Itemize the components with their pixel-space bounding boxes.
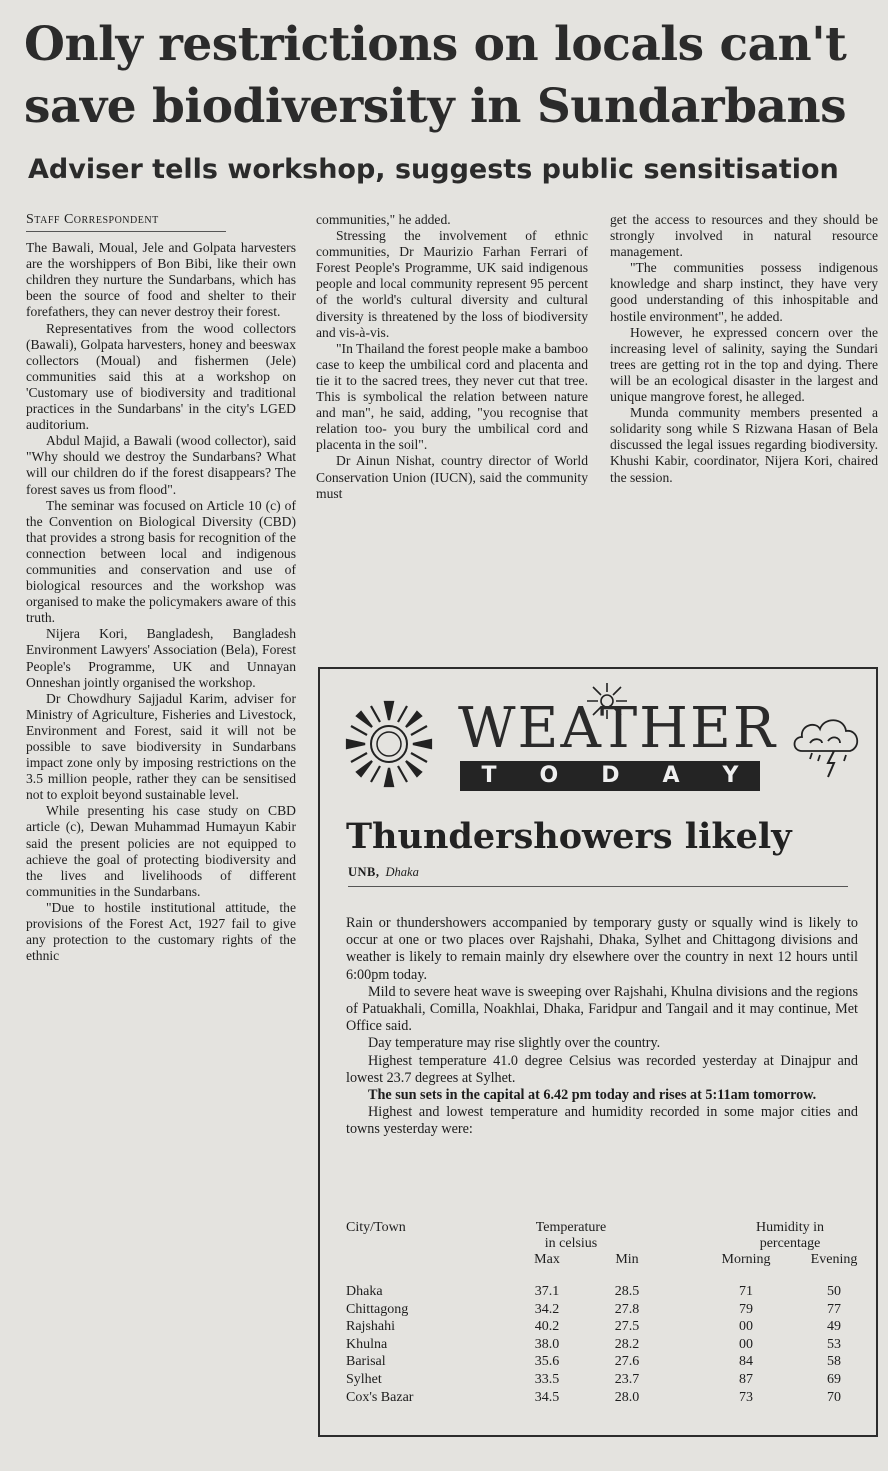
paragraph: Mild to severe heat wave is sweeping over Rajshahi, Khulna divisions and the regions of Patuakhali, Comilla, Noakhlai, Dhaka, Faridpur and Tangail and it may continue, Met Office said. xyxy=(346,983,858,1035)
paragraph: Rain or thundershowers accompanied by temporary gusty or squally wind is likely to occur at one or two places over Rajshahi, Dhaka, Sylhet and Chittagong divisions and weather is likely to remain mainly dry elsewhere over the country in next 12 hours until 6:00pm today. xyxy=(346,915,858,983)
table-row xyxy=(346,1336,862,1354)
paragraph: Nijera Kori, Bangladesh, Bangladesh Environment Lawyers' Association (Bela), Forest People's Programme, UK and Unnayan Onneshan jointly organised the workshop. xyxy=(26,626,296,690)
cell-city: Sylhet xyxy=(346,1371,382,1387)
table-row xyxy=(346,1389,862,1407)
article-column-3 xyxy=(610,212,878,486)
table-row xyxy=(346,1371,862,1389)
cell-max: 34.5 xyxy=(534,1389,560,1405)
paragraph: get the access to resources and they should be strongly involved in natural resource management. xyxy=(610,212,878,260)
cell-max: 35.6 xyxy=(534,1354,560,1370)
today-letter: Y xyxy=(722,763,739,788)
paragraph: Highest temperature 41.0 degree Celsius was recorded yesterday at Dinajpur and lowest 23.7 degrees at Sylhet. xyxy=(346,1052,858,1086)
cell-min: 27.5 xyxy=(614,1319,640,1335)
cell-morning: 73 xyxy=(739,1389,753,1405)
today-letter: A xyxy=(662,763,680,788)
cell-city: Barisal xyxy=(346,1354,386,1370)
cell-max: 33.5 xyxy=(534,1371,560,1387)
cell-city: Khulna xyxy=(346,1336,388,1352)
cell-min: 28.2 xyxy=(614,1336,640,1352)
cell-min: 28.5 xyxy=(614,1284,640,1299)
col-morning: Morning xyxy=(721,1252,771,1267)
cell-evening: 49 xyxy=(827,1319,841,1335)
col-evening: Evening xyxy=(810,1252,858,1267)
cell-city: Rajshahi xyxy=(346,1319,395,1335)
cell-min: 27.6 xyxy=(614,1354,640,1370)
paragraph: Day temperature may rise slightly over the country. xyxy=(368,1035,661,1052)
cell-morning: 00 xyxy=(739,1319,753,1335)
byline: Staff Correspondent xyxy=(26,212,226,232)
table-row xyxy=(346,1301,862,1319)
table-row xyxy=(346,1318,862,1336)
col-humidity: Humidity in xyxy=(755,1220,825,1235)
storm-cloud-icon xyxy=(788,703,868,783)
paragraph: "In Thailand the forest people make a bamboo case to keep the umbilical cord and placenta and tie it to the sacred trees, they never cut that tree. This is symbolical the relation between nature and man", he said, adding, "you recognise that relation too- you bury the umbilical cord and placenta in the soil". xyxy=(316,340,588,453)
paragraph: Representatives from the wood collectors (Bawali), Golpata harvesters, honey and beeswax collectors (Moual) and fishermen (Jele) communities said this at a workshop on 'Customary use of biodiversity and traditional practices in the Sundarbans' in the city's LGED auditorium. xyxy=(26,320,296,433)
cell-evening: 77 xyxy=(827,1301,841,1317)
weather-headline: Thundershowers likely xyxy=(346,816,792,857)
weather-logo-word: WEATHER xyxy=(458,696,778,761)
cell-min: 23.7 xyxy=(614,1371,640,1387)
paragraph: Dr Chowdhury Sajjadul Karim, adviser for Ministry of Agriculture, Fisheries and Livestock, Environment and Forest, said it will not be possible to save biodiversity in Sundarbans impact zone only by imposing restrictions on the 3.5 million people, rather they can be sensitised not to exploit beyond sustainable level. xyxy=(26,690,296,803)
headline-line-2: save biodiversity in Sundarbans xyxy=(24,79,847,134)
col-temperature: Temperature xyxy=(535,1220,607,1235)
table-row xyxy=(346,1353,862,1371)
weather-box xyxy=(318,667,878,1437)
cell-morning: 84 xyxy=(739,1354,753,1370)
cell-evening: 69 xyxy=(827,1371,841,1387)
headline-line-1: Only restrictions on locals can't xyxy=(24,17,847,72)
cell-morning: 00 xyxy=(739,1336,753,1352)
paragraph: While presenting his case study on CBD article (c), Dewan Muhammad Humayun Kabir said the present policies are not equipped to achieve the goal of protecting biodiversity and the lives and livelihoods of different communities in the Sundarbans. xyxy=(26,803,296,899)
weather-logo xyxy=(320,669,876,789)
table-row xyxy=(346,1283,862,1301)
cell-evening: 53 xyxy=(827,1336,841,1352)
paragraph: However, he expressed concern over the increasing level of salinity, saying the Sundari trees are getting rot in the top and dying. There will be an ecological disaster in the largest and unique mangrove forest, he alleged. xyxy=(610,324,878,405)
paragraph: Munda community members presented a solidarity song while S Rizwana Hasan of Bela discussed the legal issues regarding biodiversity. Khushi Kabir, coordinator, Nijera Kori, chaired the session. xyxy=(610,405,878,485)
cell-morning: 87 xyxy=(739,1371,753,1387)
cell-city: Cox's Bazar xyxy=(346,1389,414,1405)
today-letter: T xyxy=(481,763,497,788)
paragraph: The Bawali, Moual, Jele and Golpata harvesters are the worshippers of Bon Bibi, like their own children they nurture the Sundarbans, which has been the source of food and shelter to their forefathers, they can never destroy their forest. xyxy=(26,240,296,320)
paragraph: "The communities possess indigenous knowledge and sharp instinct, they have very good understanding of this inhospitable and hostile environment", he added. xyxy=(610,260,878,324)
table-header xyxy=(346,1219,862,1283)
cell-evening: 58 xyxy=(827,1354,841,1370)
col-temperature-unit: in celsius xyxy=(544,1236,598,1251)
today-letter: D xyxy=(601,763,620,788)
weather-table xyxy=(346,1219,862,1406)
col-min: Min xyxy=(615,1252,639,1267)
article-column-1 xyxy=(26,212,296,964)
col-humidity-unit: percentage xyxy=(759,1236,821,1251)
cell-evening: 50 xyxy=(827,1284,841,1299)
paragraph: Dr Ainun Nishat, country director of World Conservation Union (IUCN), said the community must xyxy=(316,453,588,501)
subheadline: Adviser tells workshop, suggests public sensitisation xyxy=(28,154,839,185)
weather-byline xyxy=(348,865,848,887)
paragraph: Stressing the involvement of ethnic communities, Dr Maurizio Farhan Ferrari of Forest People's Programme, UK said indigenous people and local community represent 95 percent of the world's cultural diversity and cultural diversity is threatened by the loss of biodiversity and vis-à-vis. xyxy=(316,228,588,340)
cell-max: 34.2 xyxy=(534,1301,560,1317)
sun-icon xyxy=(334,689,454,799)
cell-max: 38.0 xyxy=(534,1336,560,1352)
weather-logo-today xyxy=(460,761,760,791)
paragraph: The seminar was focused on Article 10 (c) of the Convention on Biological Diversity (CBD) that provides a strong basis for recognition of the connection between local and indigenous communities and conservation and use of biological resources and the workshop was organised to make the policymakers aware of this truth. xyxy=(26,497,296,626)
article-column-2 xyxy=(316,212,588,502)
headline xyxy=(24,14,874,138)
col-max: Max xyxy=(534,1252,560,1267)
paragraph: communities," he added. xyxy=(316,212,451,227)
today-letter: O xyxy=(539,763,559,788)
paragraph: "Due to hostile institutional attitude, the provisions of the Forest Act, 1927 fail to give any protection to the customary rights of the ethnic xyxy=(26,899,296,964)
col-city: City/Town xyxy=(346,1220,406,1235)
cell-min: 27.8 xyxy=(614,1301,640,1317)
cell-evening: 70 xyxy=(827,1389,841,1405)
weather-text xyxy=(346,915,858,1139)
cell-min: 28.0 xyxy=(614,1389,640,1405)
cell-city: Chittagong xyxy=(346,1301,409,1317)
dateline: Dhaka xyxy=(385,865,419,879)
sun-times: The sun sets in the capital at 6.42 pm today and rises at 5:11am tomorrow. xyxy=(368,1087,817,1104)
table-intro: Highest and lowest temperature and humidity recorded in some major cities and towns yesterday were: xyxy=(346,1104,858,1138)
agency: UNB, xyxy=(348,865,380,879)
cell-max: 40.2 xyxy=(534,1319,560,1335)
cell-morning: 71 xyxy=(739,1284,753,1299)
cell-city: Dhaka xyxy=(346,1284,383,1299)
cell-max: 37.1 xyxy=(534,1284,560,1299)
paragraph: Abdul Majid, a Bawali (wood collector), said "Why should we destroy the Sundarbans? What will our children do if the forest disappears? The forest saves us from flood". xyxy=(26,433,296,497)
cell-morning: 79 xyxy=(739,1301,753,1317)
